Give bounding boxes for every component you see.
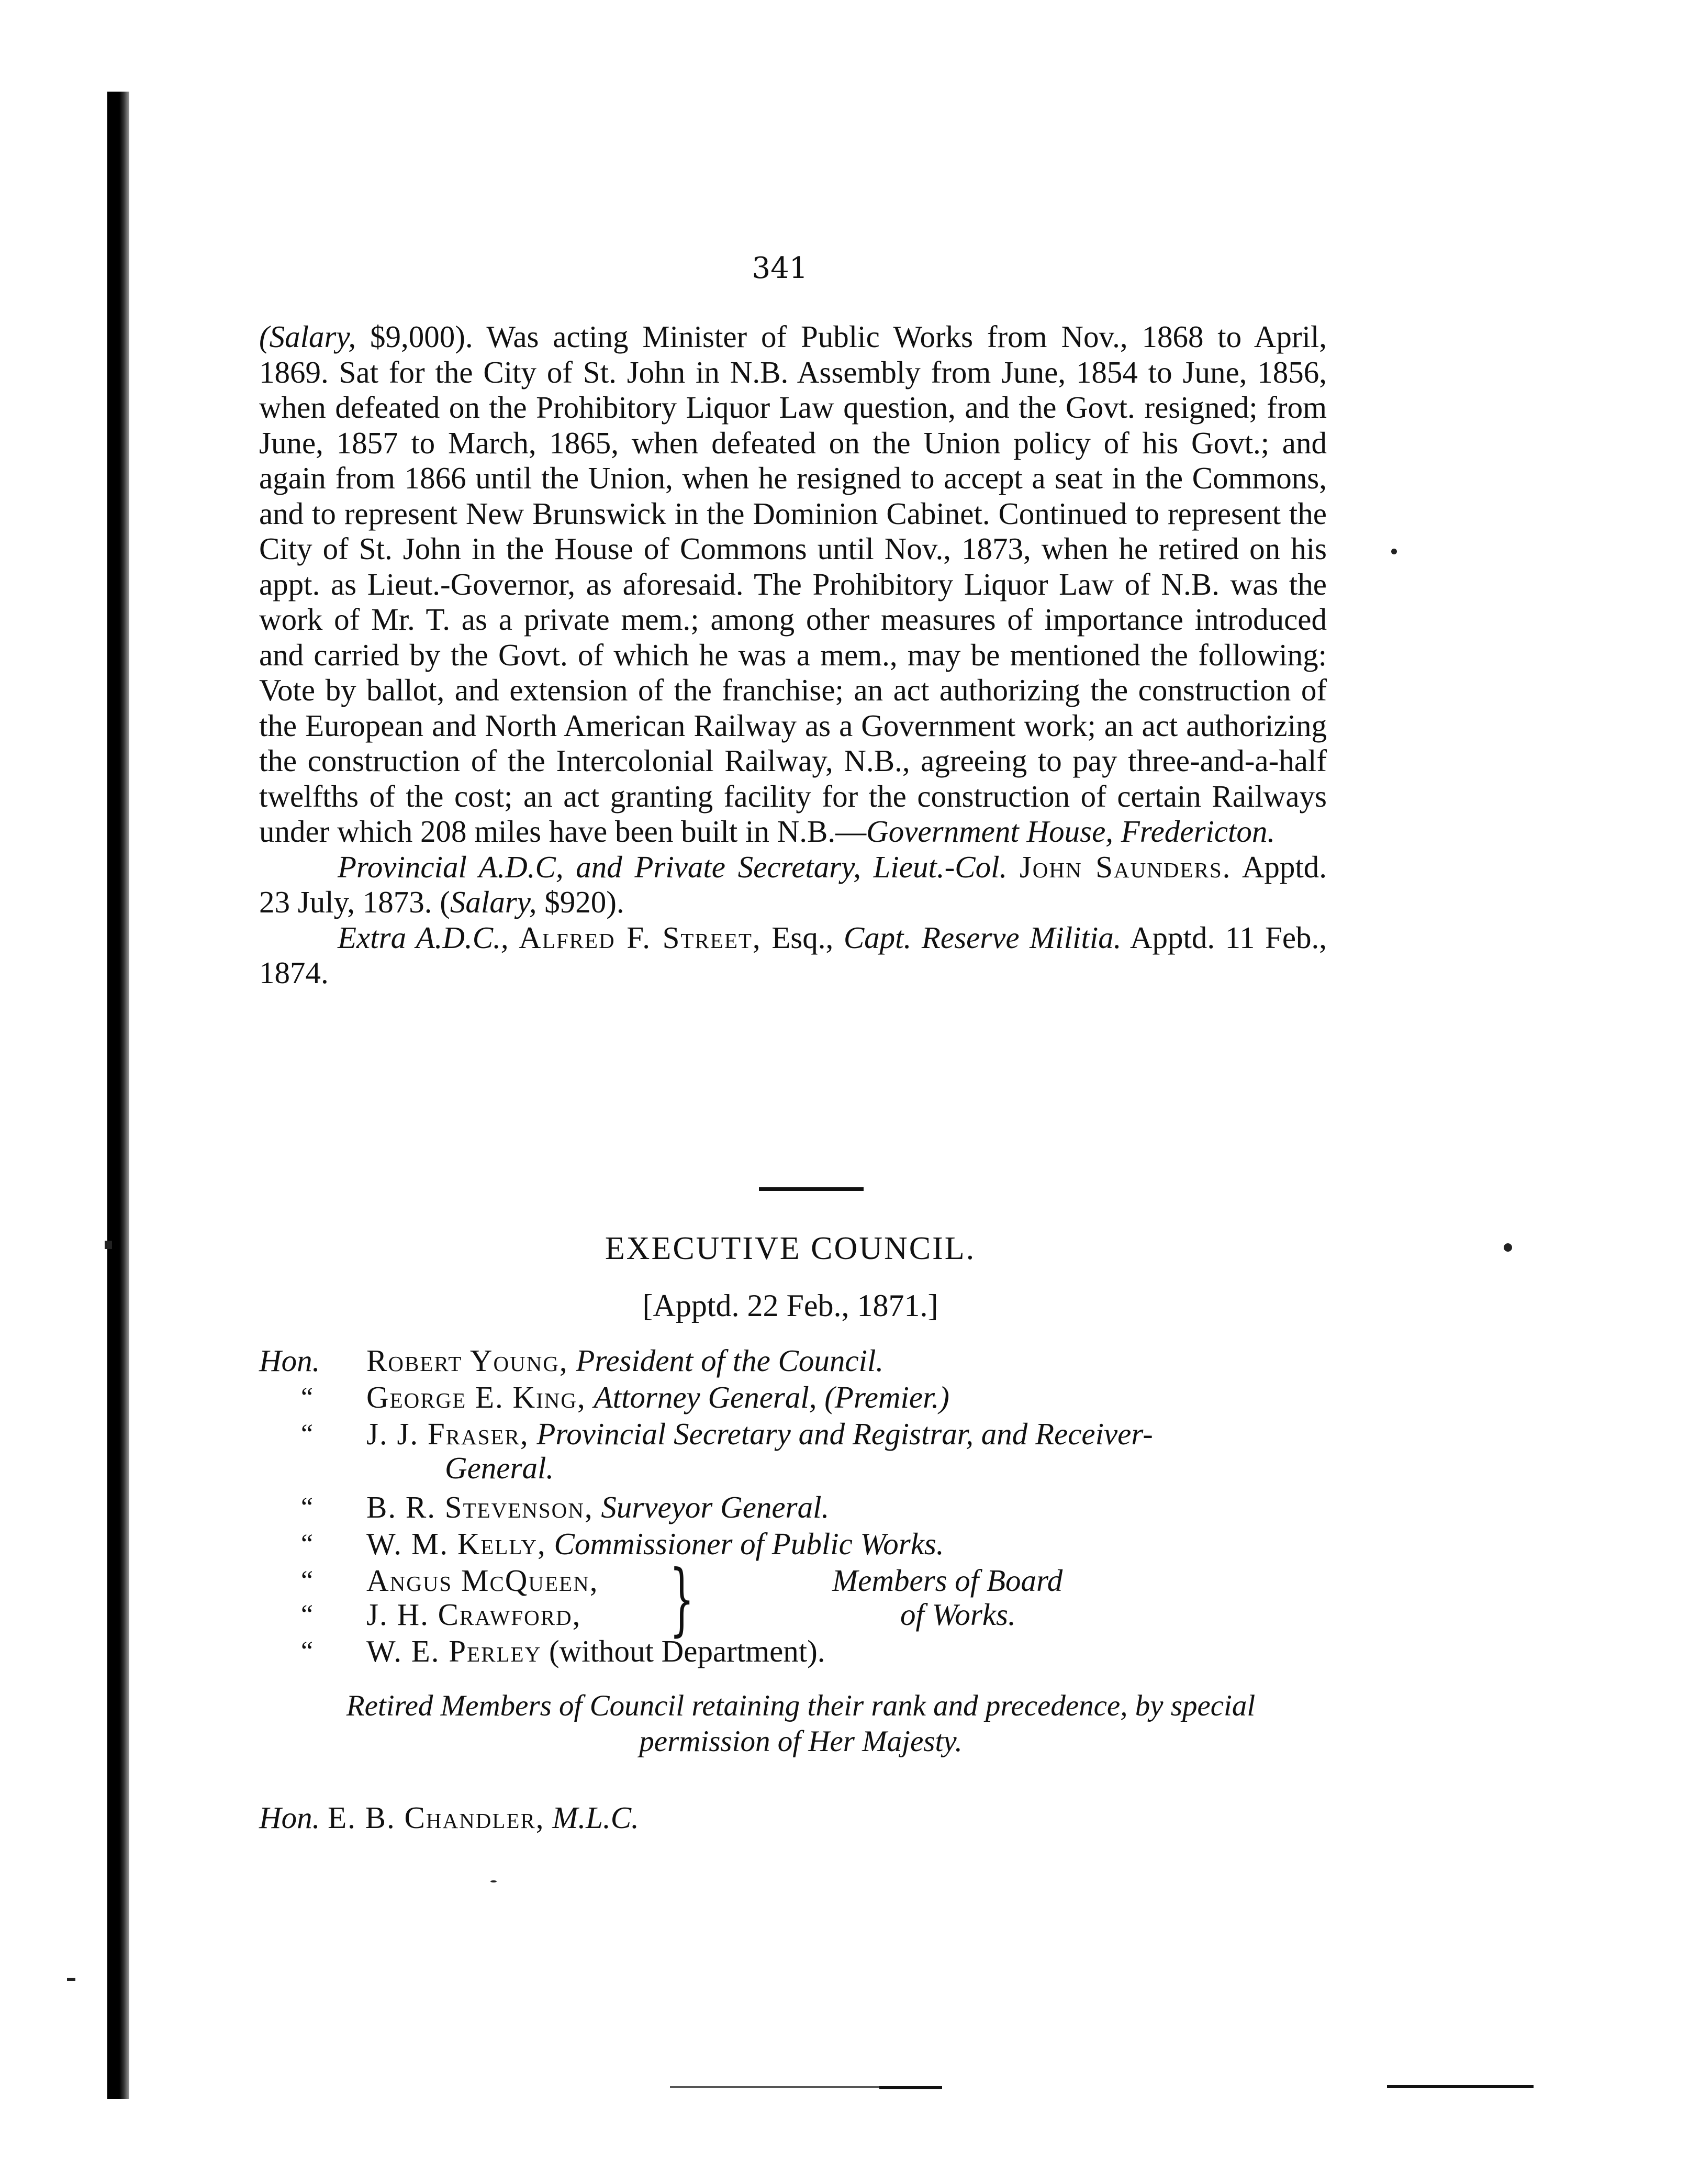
member-row: J. H. Crawford, bbox=[366, 1597, 581, 1632]
ditto-mark: “ bbox=[301, 1600, 314, 1630]
member-row: George E. King, Attorney General, (Premier.) bbox=[366, 1380, 949, 1414]
binding-edge bbox=[107, 92, 129, 2099]
paragraph-salary-history: (Salary, $9,000). Was acting Minister of Public Works from Nov., 1868 to April, 1869. Sat for the City of St. John in N.B. Assembly from June, 1854 to June, 1856, when defeated on the Prohibitory Liquor Law question, and the Govt. resigned; from June, 1857 to March, 1865, when defeated on the Union policy of his Govt.; and again from 1866 until the Union, when he resigned to accept a seat in the Commons, and to represent New Brunswick in the Dominion Cabinet. Continued to represent the City of St. John in the House of Commons until Nov., 1873, when he retired on his appt. as Lieut.-Governor, as aforesaid. The Prohibitory Liquor Law of N.B. was the work of Mr. T. as a private mem.; among other measures of importance introduced and carried by the Govt. of which he was a mem., may be mentioned the following: Vote by ballot, and extension of the franchise; an act authorizing the construction of the European and North American Railway as a Government work; an act authorizing the construction of the Intercolonial Railway, N.B., agreeing to pay three-and-a-half twelfths of the cost; an act granting facility for the construction of certain Railways under which 208 miles have been built in N.B.—Government House, Fredericton. bbox=[259, 319, 1327, 849]
hon-label: Hon. bbox=[259, 1343, 320, 1378]
chandler-entry: Hon. E. B. Chandler, M.L.C. bbox=[259, 1800, 639, 1835]
board-label-line2: of Works. bbox=[900, 1597, 1016, 1632]
executive-council-date: [Apptd. 22 Feb., 1871.] bbox=[642, 1288, 938, 1323]
ditto-mark: “ bbox=[301, 1529, 314, 1559]
ditto-mark: “ bbox=[301, 1383, 314, 1412]
member-row: J. J. Fraser, Provincial Secretary and Registrar, and Receiver- bbox=[366, 1417, 1153, 1451]
executive-council-title: EXECUTIVE COUNCIL. bbox=[605, 1231, 976, 1266]
footer-rule bbox=[1387, 2085, 1534, 2088]
scan-speck bbox=[490, 1880, 497, 1882]
page-number: 341 bbox=[752, 251, 808, 285]
ditto-mark: “ bbox=[301, 1636, 314, 1666]
member-row: Robert Young, President of the Council. bbox=[366, 1343, 884, 1378]
member-office-continuation: General. bbox=[445, 1451, 554, 1485]
scan-speck bbox=[1391, 549, 1397, 554]
member-row: Angus McQueen, bbox=[366, 1563, 599, 1598]
ditto-mark: “ bbox=[301, 1492, 314, 1522]
ditto-mark: “ bbox=[301, 1566, 314, 1596]
main-text bbox=[259, 319, 1327, 991]
section-divider bbox=[759, 1187, 864, 1191]
brace-icon: } bbox=[669, 1554, 695, 1645]
paragraph-extra-adc: Extra A.D.C., Alfred F. Street, Esq., Capt. Reserve Militia. Apptd. 11 Feb., 1874. bbox=[259, 920, 1327, 990]
member-row: W. M. Kelly, Commissioner of Public Works. bbox=[366, 1526, 944, 1561]
paragraph-provincial-adc: Provincial A.D.C, and Private Secretary, Lieut.-Col. John Saunders. Apptd. 23 July, 1873. (Salary, $920). bbox=[259, 849, 1327, 919]
binding-speck bbox=[67, 1978, 75, 1981]
member-row: B. R. Stevenson, Surveyor General. bbox=[366, 1490, 830, 1524]
ditto-mark: “ bbox=[301, 1419, 314, 1449]
retired-members-note: Retired Members of Council retaining their rank and precedence, by special permission of Her Majesty. bbox=[346, 1689, 1256, 1758]
footer-rule bbox=[879, 2086, 942, 2089]
member-row: W. E. Perley (without Department). bbox=[366, 1634, 825, 1668]
scan-speck bbox=[1504, 1243, 1512, 1252]
board-label-line1: Members of Board bbox=[832, 1563, 1063, 1598]
